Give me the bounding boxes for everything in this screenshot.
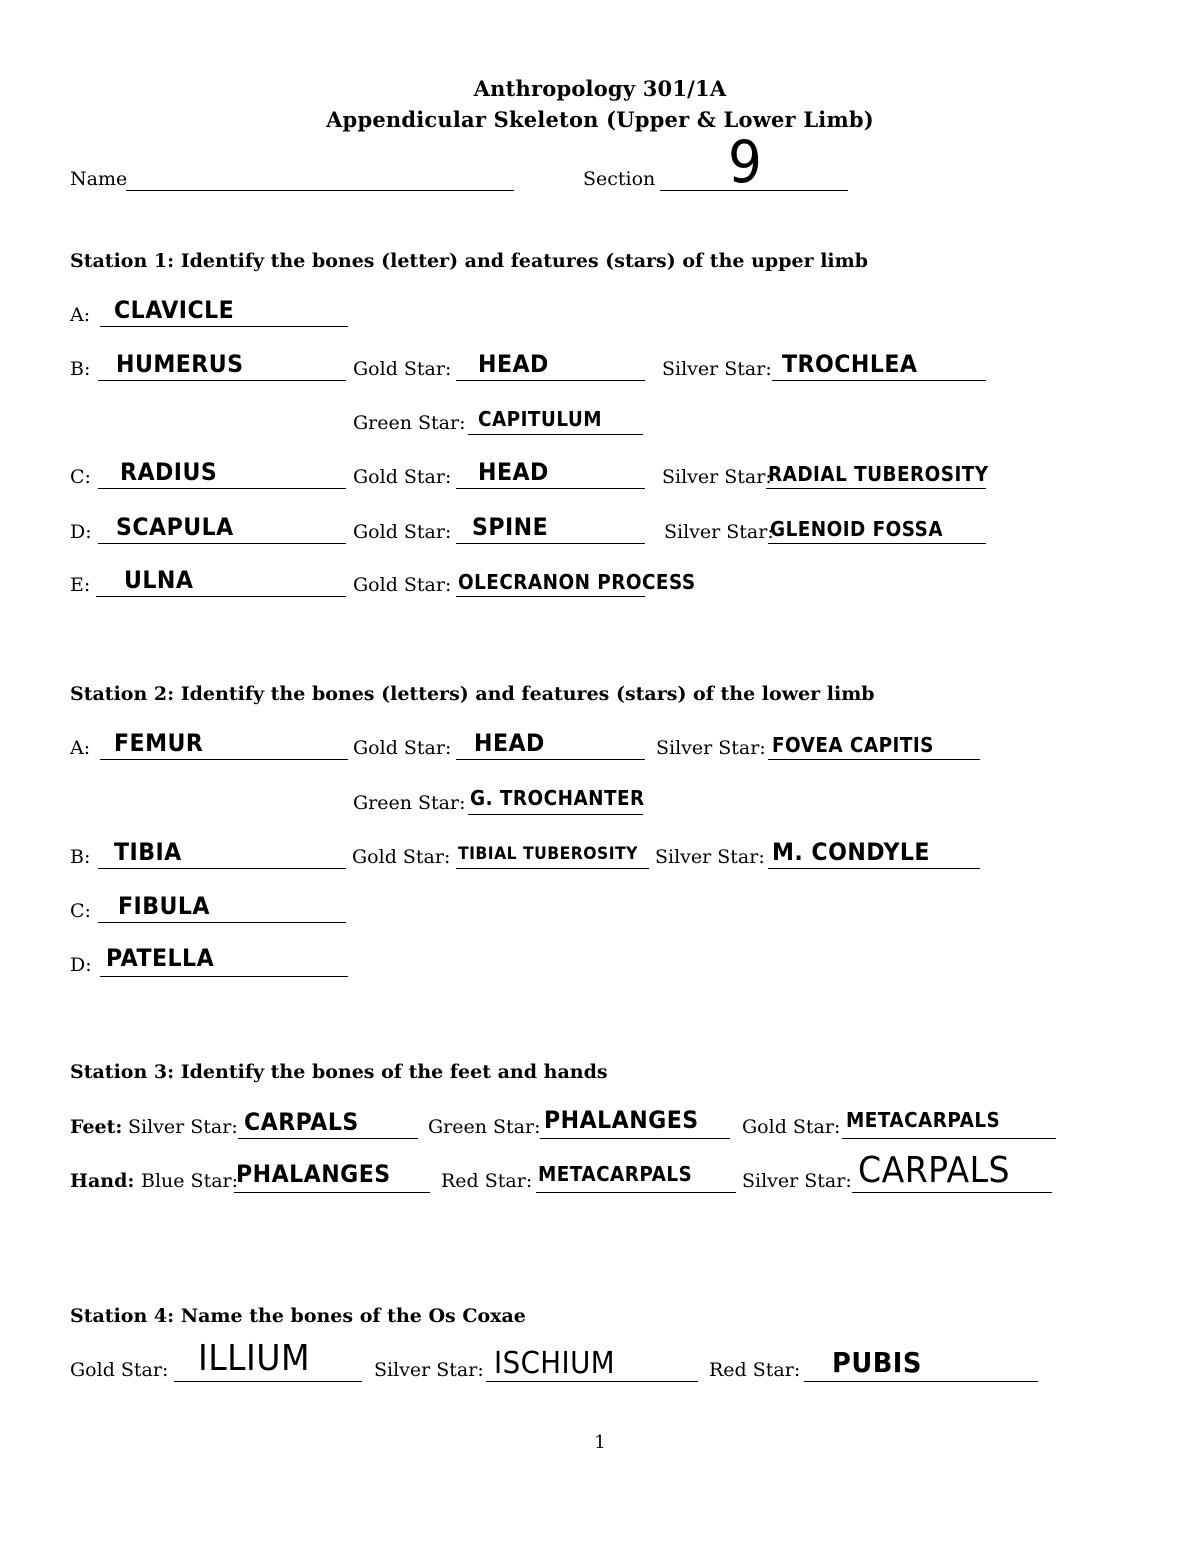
s1-c-line[interactable] <box>98 488 346 489</box>
s3-feet-green-line[interactable] <box>540 1138 730 1139</box>
s3-hand-red-label: Red Star: <box>441 1170 533 1192</box>
s2-b-silver-label: Silver Star: <box>655 846 765 868</box>
name-field-line[interactable] <box>126 190 514 191</box>
s3-feet-gold-answer: METACARPALS <box>846 1108 1001 1132</box>
s1-b-green-answer: CAPITULUM <box>478 407 603 431</box>
s2-d-label: D: <box>70 954 92 976</box>
s4-red-answer: PUBIS <box>832 1346 922 1379</box>
s1-b-silver-line[interactable] <box>772 380 986 381</box>
s4-silver-label: Silver Star: <box>374 1359 484 1381</box>
s1-d-gold-answer: SPINE <box>472 513 549 541</box>
s1-d-gold-line[interactable] <box>456 543 645 544</box>
worksheet-subtitle: Appendicular Skeleton (Upper & Lower Limb) <box>326 107 874 132</box>
s4-silver-line[interactable] <box>486 1381 698 1382</box>
s2-b-silver-line[interactable] <box>768 868 980 869</box>
s4-gold-answer: ILLIUM <box>198 1338 311 1379</box>
s2-a-line[interactable] <box>100 759 348 760</box>
section-label: Section <box>583 168 656 190</box>
s2-a-label: A: <box>70 737 91 759</box>
s4-silver-answer: ISCHIUM <box>494 1346 616 1381</box>
s1-b-gold-label: Gold Star: <box>353 358 452 380</box>
s1-b-gold-answer: HEAD <box>478 350 549 378</box>
s1-e-line[interactable] <box>96 596 346 597</box>
s2-b-answer: TIBIA <box>114 838 182 866</box>
s1-b-line[interactable] <box>98 380 346 381</box>
s1-e-label: E: <box>70 574 91 596</box>
s2-b-line[interactable] <box>98 868 346 869</box>
s2-b-gold-label: Gold Star: <box>352 846 451 868</box>
s1-d-silver-answer: GLENOID FOSSA <box>770 517 944 541</box>
s1-b-green-label: Green Star: <box>353 412 466 434</box>
s3-hand-red-answer: METACARPALS <box>538 1162 693 1186</box>
s3-feet-gold-label: Gold Star: <box>742 1116 841 1138</box>
s1-b-answer: HUMERUS <box>116 350 244 378</box>
s2-a-gold-label: Gold Star: <box>353 737 452 759</box>
s1-c-gold-line[interactable] <box>456 488 645 489</box>
s3-feet-silver-answer: CARPALS <box>244 1108 359 1136</box>
s2-d-line[interactable] <box>100 976 348 977</box>
s3-hand-silver-line[interactable] <box>852 1192 1052 1193</box>
s1-a-label: A: <box>70 304 91 326</box>
s3-hand-silver-label: Silver Star: <box>742 1170 852 1192</box>
s1-a-line[interactable] <box>100 326 348 327</box>
s2-c-answer: FIBULA <box>118 892 210 920</box>
s4-gold-label: Gold Star: <box>70 1359 169 1381</box>
s3-feet-label: Feet: <box>70 1116 123 1138</box>
s1-c-answer: RADIUS <box>120 458 218 486</box>
s3-feet-silver-label: Silver Star: <box>128 1116 238 1138</box>
s2-a-green-label: Green Star: <box>353 792 466 814</box>
s1-c-gold-answer: HEAD <box>478 458 549 486</box>
s1-c-label: C: <box>70 466 91 488</box>
s1-b-label: B: <box>70 358 91 380</box>
s1-e-gold-label: Gold Star: <box>353 574 452 596</box>
s3-hand-silver-answer: CARPALS <box>858 1150 1011 1191</box>
s2-b-gold-line[interactable] <box>456 868 649 869</box>
s2-b-label: B: <box>70 846 91 868</box>
s1-e-answer: ULNA <box>124 566 194 594</box>
s2-a-silver-answer: FOVEA CAPITIS <box>772 733 934 757</box>
s3-feet-green-label: Green Star: <box>428 1116 541 1138</box>
s1-d-silver-label: Silver Star: <box>664 521 774 543</box>
s1-c-silver-label: Silver Star: <box>662 466 772 488</box>
s2-c-label: C: <box>70 900 91 922</box>
course-title: Anthropology 301/1A <box>473 76 727 101</box>
s1-d-gold-label: Gold Star: <box>353 521 452 543</box>
s1-a-answer: CLAVICLE <box>114 296 235 324</box>
s1-e-gold-line[interactable] <box>456 596 645 597</box>
name-label: Name <box>70 168 128 190</box>
s1-b-green-line[interactable] <box>468 434 643 435</box>
section-field-value: 9 <box>728 128 763 196</box>
s1-b-silver-label: Silver Star: <box>662 358 772 380</box>
s1-d-silver-line[interactable] <box>768 543 986 544</box>
s3-hand-blue-line[interactable] <box>234 1192 430 1193</box>
s2-d-answer: PATELLA <box>106 944 215 972</box>
station4-heading: Station 4: Name the bones of the Os Coxae <box>70 1305 526 1327</box>
s2-a-answer: FEMUR <box>114 729 204 757</box>
s2-b-silver-answer: M. CONDYLE <box>772 838 930 866</box>
s1-c-silver-answer: RADIAL TUBEROSITY <box>768 462 989 486</box>
s4-red-label: Red Star: <box>709 1359 801 1381</box>
s3-hand-blue-answer: PHALANGES <box>236 1160 391 1188</box>
s1-b-silver-answer: TROCHLEA <box>782 350 918 378</box>
station2-heading: Station 2: Identify the bones (letters) and features (stars) of the lower limb <box>70 683 875 705</box>
s1-d-label: D: <box>70 521 92 543</box>
s1-c-gold-label: Gold Star: <box>353 466 452 488</box>
s2-a-silver-label: Silver Star: <box>656 737 766 759</box>
s2-a-gold-line[interactable] <box>456 759 645 760</box>
s2-b-gold-answer: TIBIAL TUBEROSITY <box>458 844 638 864</box>
s2-a-gold-answer: HEAD <box>474 729 545 757</box>
s1-e-gold-answer: OLECRANON PROCESS <box>458 570 696 594</box>
s3-feet-gold-line[interactable] <box>842 1138 1056 1139</box>
s3-hand-blue-label: Blue Star: <box>141 1170 239 1192</box>
s3-hand-red-line[interactable] <box>536 1192 736 1193</box>
s3-feet-silver-line[interactable] <box>238 1138 418 1139</box>
s1-d-line[interactable] <box>98 543 346 544</box>
s1-d-answer: SCAPULA <box>116 513 234 541</box>
s1-b-gold-line[interactable] <box>456 380 645 381</box>
page-number: 1 <box>594 1432 606 1453</box>
s2-a-green-line[interactable] <box>468 814 643 815</box>
s2-c-line[interactable] <box>98 922 346 923</box>
station3-heading: Station 3: Identify the bones of the feet and hands <box>70 1061 608 1083</box>
s3-feet-green-answer: PHALANGES <box>544 1106 699 1134</box>
station1-heading: Station 1: Identify the bones (letter) and features (stars) of the upper limb <box>70 250 869 272</box>
s4-gold-line[interactable] <box>174 1381 362 1382</box>
s3-hand-label: Hand: <box>70 1170 135 1192</box>
s4-red-line[interactable] <box>804 1381 1038 1382</box>
s2-a-green-answer: G. TROCHANTER <box>470 786 645 810</box>
s1-c-silver-line[interactable] <box>766 488 986 489</box>
s2-a-silver-line[interactable] <box>768 759 980 760</box>
